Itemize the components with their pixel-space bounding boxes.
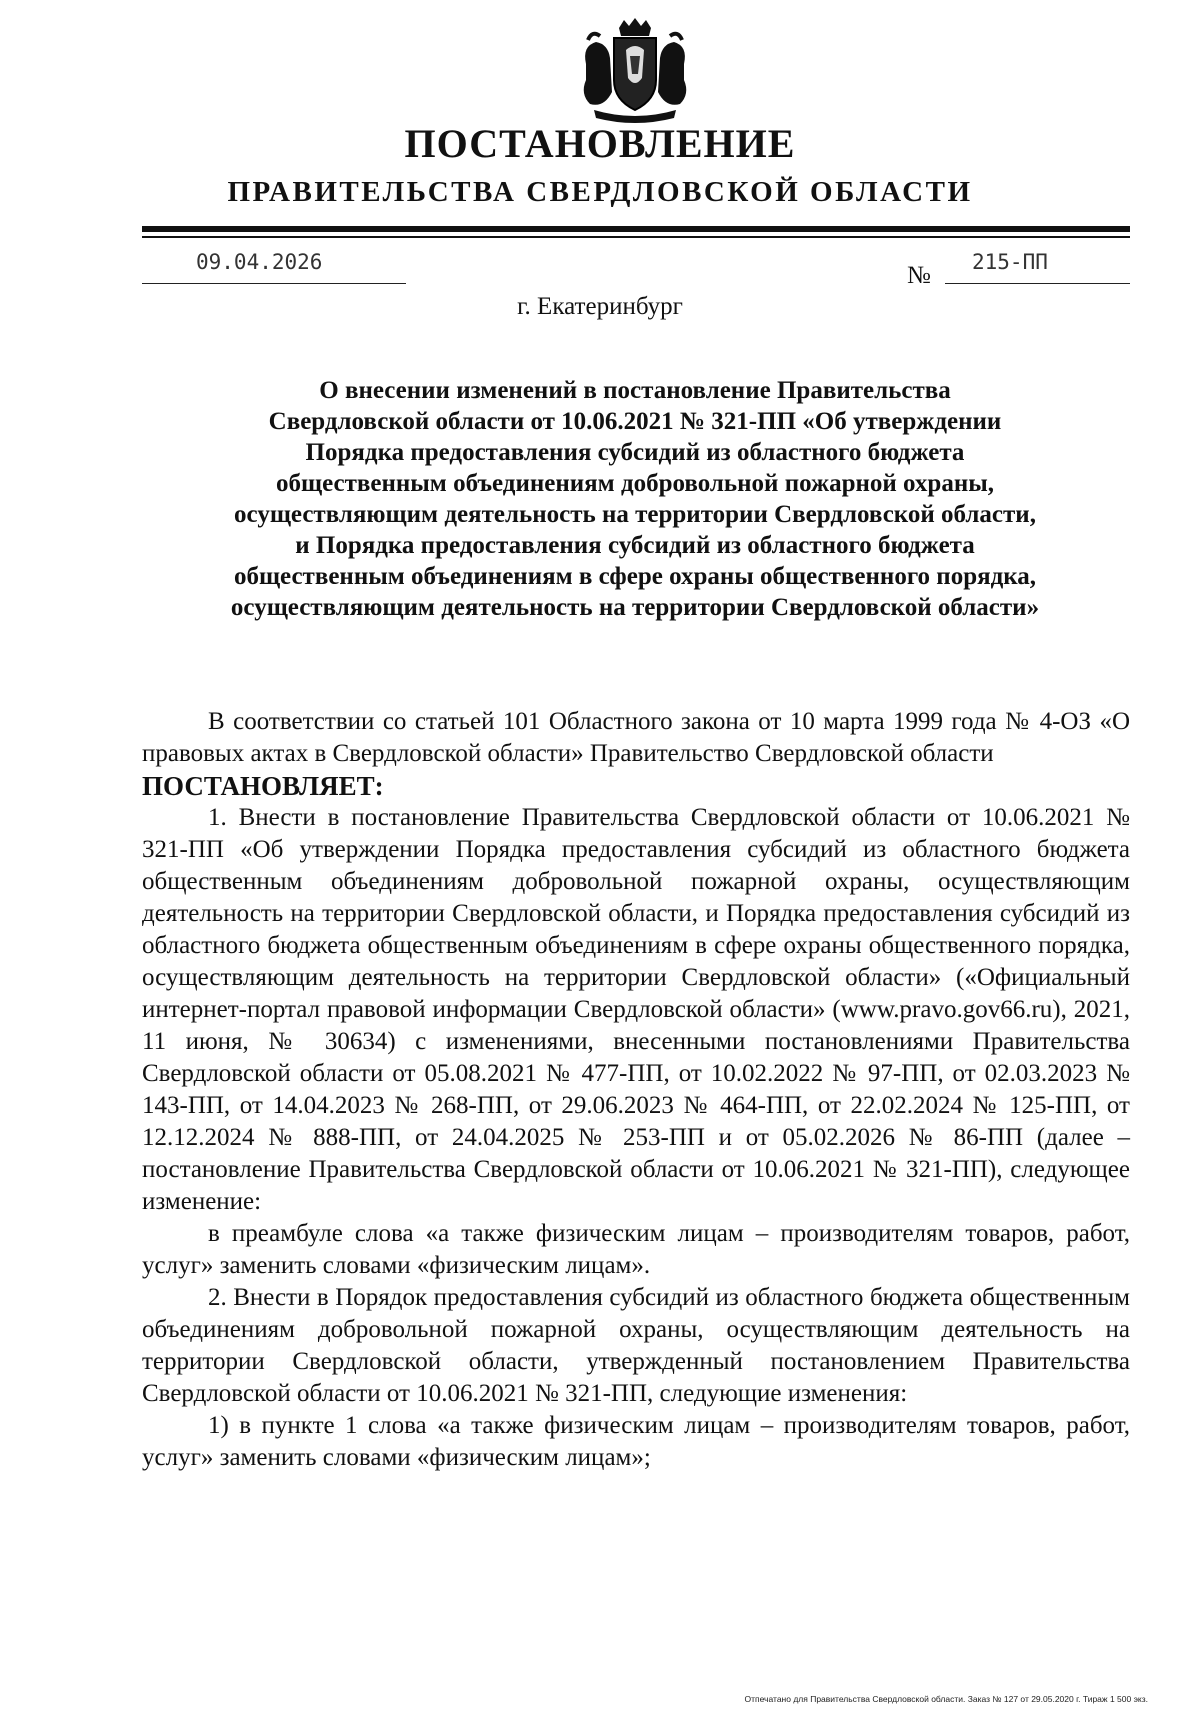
document-city: г. Екатеринбург	[517, 293, 683, 320]
heading-line: осуществляющим деятельность на территории Свердловской области,	[234, 501, 1036, 528]
number-sign: №	[907, 262, 931, 289]
item-2-sub-1-paragraph: 1) в пункте 1 слова «а также физическим лицам – производителям товаров, работ, услуг» заменить словами «физическим лицам»;	[142, 1412, 1130, 1471]
document-body	[142, 706, 1130, 1474]
coat-of-arms-icon	[574, 18, 696, 126]
print-footer: Отпечатано для Правительства Свердловской области. Заказ № 127 от 29.05.2020 г. Тираж 1 500 экз.	[744, 1694, 1148, 1704]
heading-line: осуществляющим деятельность на территории Свердловской области»	[230, 594, 1040, 621]
item-1-sub-paragraph: в преамбуле слова «а также физическим лицам – производителям товаров, работ, услуг» заменить словами «физическим лицам».	[142, 1220, 1130, 1279]
document-date: 09.04.2026	[196, 250, 323, 274]
heading-line: Свердловской области от 10.06.2021 № 321-ПП «Об утверждении	[268, 408, 1002, 435]
number-underline	[945, 283, 1130, 284]
item-2-paragraph: 2. Внести в Порядок предоставления субсидий из областного бюджета общественным объединениям добровольной пожарной охраны, осуществляющим деятельность на территории Свердловской области, утвержденный постановлением Правительства Свердловской области от 10.06.2021 № 321-ПП, следующие изменения:	[142, 1284, 1130, 1407]
heading-line: Порядка предоставления субсидий из областного бюджета	[305, 439, 965, 466]
date-underline	[142, 283, 406, 284]
decree-word: ПОСТАНОВЛЯЕТ:	[142, 771, 384, 801]
heading-line: О внесении изменений в постановление Правительства	[319, 377, 951, 404]
document-heading	[150, 375, 1120, 623]
document-subtitle: ПРАВИТЕЛЬСТВА СВЕРДЛОВСКОЙ ОБЛАСТИ	[227, 176, 973, 208]
document-number: 215-ПП	[972, 250, 1048, 274]
document-title: ПОСТАНОВЛЕНИЕ	[404, 121, 796, 166]
item-1-paragraph: 1. Внести в постановление Правительства Свердловской области от 10.06.2021 № 321-ПП «Об утверждении Порядка предоставления субсидий из областного бюджета общественным объединениям добровольной пожарной охраны, осуществляющим деятельность на территории Свердловской области, и Порядка предоставления субсидий из областного бюджета общественным объединениям в сфере охраны общественного порядка, осуществляющим деятельность на территории Свердловской области» («Официальный интернет-портал правовой информации Свердловской области» (www.pravo.gov66.ru), 2021, 11 июня, № 30634) с изменениями, внесенными постановлениями Правительства Свердловской области от 05.08.2021 № 477-ПП, от 10.02.2022 № 97-ПП, от 02.03.2023 № 143-ПП, от 14.04.2023 № 268-ПП, от 29.06.2023 № 464-ПП, от 22.02.2024 № 125-ПП, от 12.12.2024 № 888-ПП, от 24.04.2025 № 253-ПП и от 05.02.2026 № 86-ПП (далее – постановление Правительства Свердловской области от 10.06.2021 № 321-ПП), следующее изменение:	[142, 804, 1130, 1215]
header-rule-thin	[142, 236, 1130, 238]
heading-line: общественным объединениям добровольной пожарной охраны,	[275, 470, 995, 497]
heading-line: и Порядка предоставления субсидий из областного бюджета	[295, 532, 975, 559]
preamble-paragraph: В соответствии со статьей 101 Областного закона от 10 марта 1999 года № 4-ОЗ «О правовых актах в Свердловской области» Правительство Свердловской области	[142, 708, 1130, 767]
header-rule-thick	[142, 226, 1130, 232]
heading-line: общественным объединениям в сфере охраны общественного порядка,	[233, 563, 1037, 590]
